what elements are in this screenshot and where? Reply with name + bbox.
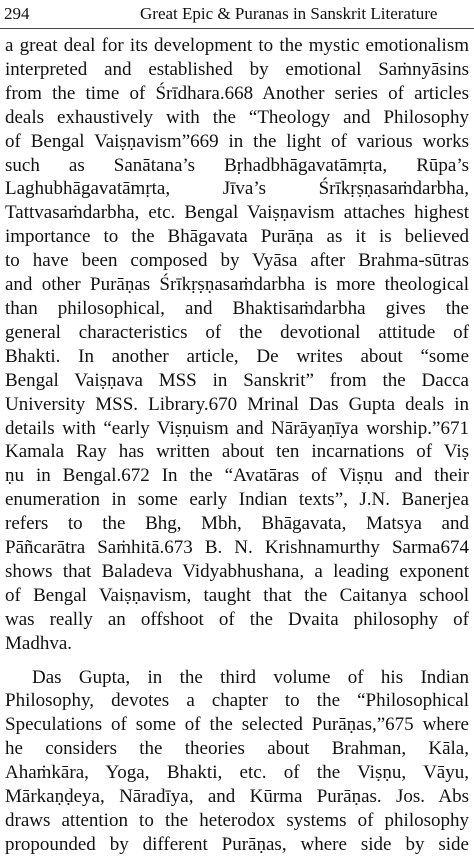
text-line: such as Sanātana’s Bṛhadbhāgavatāmṛta, Rūpa’s: [5, 154, 469, 176]
text-line: University MSS. Library.670 Mrinal Das Gupta deals in: [5, 393, 469, 415]
text-line: general characteristics of the devotional attitude of: [5, 321, 469, 343]
text-line: Philosophy, devotes a chapter to the “Philosophical: [5, 690, 469, 712]
text-line: importance to the Bhāgavata Purāṇa as it is believed: [5, 226, 469, 248]
text-line: Madhva.: [5, 632, 73, 654]
text-line: Pāñcarātra Saṁhitā.673 B. N. Krishnamurthy Sarma674: [5, 537, 469, 559]
body-text: [5, 34, 469, 857]
text-line: shows that Baladeva Vidyabhushana, a leading exponent: [5, 560, 469, 582]
text-line: he considers the theories about Brahman, Kāla,: [5, 738, 469, 760]
text-line: than philosophical, and Bhaktisaṁdarbha gives the: [5, 297, 469, 319]
text-line: of Bengal Vaiṣṇavism, taught that the Caitanya school: [5, 584, 469, 606]
text-line: Das Gupta, in the third volume of his Indian: [32, 666, 469, 688]
page-number: 294: [4, 4, 30, 23]
text-line: draws attention to the heterodox systems of philosophy: [5, 810, 469, 831]
text-line: was really an offshoot of the Dvaita philosophy of: [5, 608, 469, 630]
running-title: Great Epic & Puranas in Sanskrit Literature: [140, 4, 438, 23]
text-line: Bhakti. In another article, De writes about “some: [5, 345, 469, 367]
text-line: Ahaṁkāra, Yoga, Bhakti, etc. of the Viṣṇu, Vāyu,: [5, 762, 469, 784]
paragraph-gap: [5, 656, 469, 666]
text-line: Laghubhāgavatāmṛta, Jīva’s Śrīkṛṣṇasaṁdarbha,: [5, 178, 469, 200]
text-line: Kamala Ray has written about ten incarnations of Viṣ: [5, 441, 469, 463]
paragraph-2: [5, 666, 469, 857]
text-line: refers to the Bhg, Mbh, Bhāgavata, Matsya and: [5, 513, 469, 535]
text-line: from the time of Śrīdhara.668 Another series of articles: [5, 82, 469, 104]
text-line: Speculations of some of the selected Purāṇas,”675 where: [5, 714, 469, 736]
text-line: interpreted and established by emotional Saṁnyāsins: [5, 58, 469, 80]
text-line: Mārkaṇḍeya, Nāradīya, and Kūrma Purāṇas. Jos. Abs: [5, 786, 469, 808]
header-rule: [0, 28, 474, 29]
text-line: Bengal Vaiṣṇava MSS in Sanskrit” from the Dacca: [5, 369, 469, 391]
text-line: of Bengal Vaiṣṇavism”669 in the light of various works: [5, 130, 469, 152]
paragraph-1: [5, 34, 469, 656]
text-line: a great deal for its development to the mystic emotionalism: [5, 35, 469, 56]
text-line: details with “early Viṣṇuism and Nārāyaṇīya worship.”671: [5, 417, 469, 439]
text-line: propounded by different Purāṇas, where side by side: [5, 833, 469, 855]
text-line: to have been composed by Vyāsa after Brahma-sūtras: [5, 250, 469, 272]
text-line: deals exhaustively with the “Theology and Philosophy: [5, 106, 469, 128]
text-line: and other Purāṇas Śrīkṛṣṇasaṁdarbha is more theological: [5, 274, 469, 296]
text-line: ṇu in Bengal.672 In the “Avatāras of Viṣṇu and their: [5, 465, 469, 487]
text-line: enumeration in some early Indian texts”, J.N. Banerjea: [5, 489, 469, 511]
text-line: Tattvasaṁdarbha, etc. Bengal Vaiṣṇavism attaches highest: [5, 202, 469, 224]
